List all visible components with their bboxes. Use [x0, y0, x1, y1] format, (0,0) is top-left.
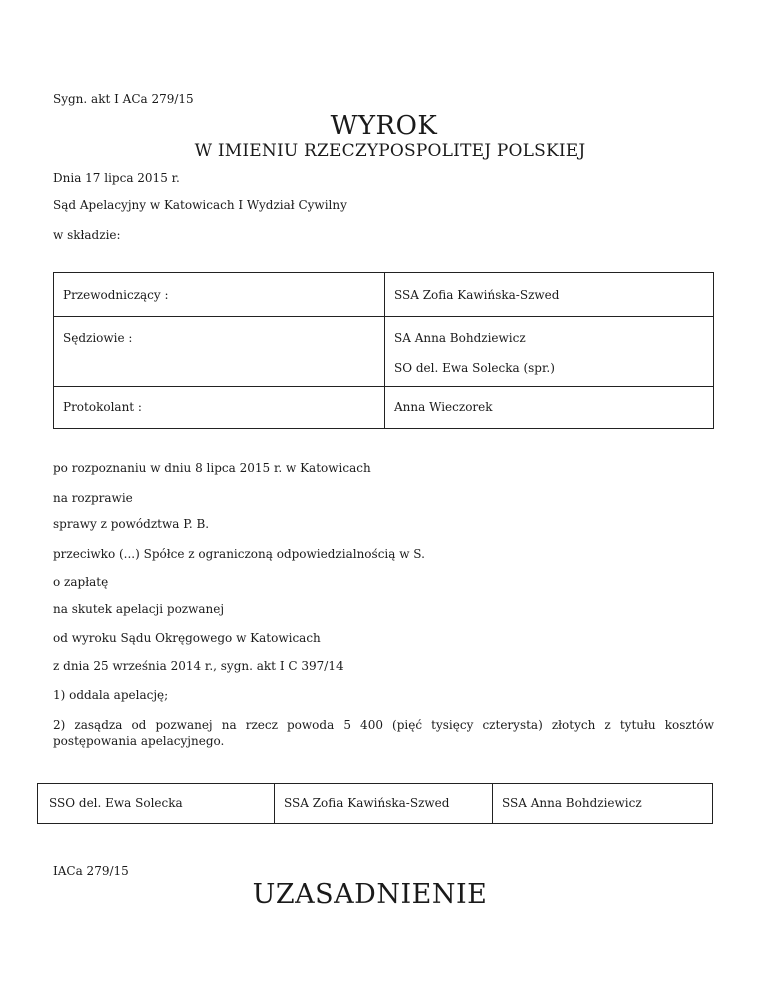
body-line: od wyroku Sądu Okręgowego w Katowicach	[53, 631, 321, 645]
body-line: na rozprawie	[53, 491, 133, 505]
judge-2: SO del. Ewa Solecka (spr.)	[394, 361, 555, 375]
panel-row-judges	[54, 317, 714, 387]
clerk-name: Anna Wieczorek	[385, 387, 714, 429]
signatures-table	[37, 783, 713, 824]
case-reference: Sygn. akt I ACa 279/15	[53, 92, 194, 106]
judges-label: Sędziowie :	[54, 317, 385, 387]
judgment-date: Dnia 17 lipca 2015 r.	[53, 171, 180, 185]
court-name: Sąd Apelacyjny w Katowicach I Wydział Cywilny	[53, 198, 347, 212]
ruling-point-1: 1) oddala apelację;	[53, 688, 169, 702]
body-line: z dnia 25 września 2014 r., sygn. akt I C 397/14	[53, 659, 344, 673]
composition-label: w składzie:	[53, 228, 121, 242]
chair-name: SSA Zofia Kawińska-Szwed	[385, 273, 714, 317]
body-line: na skutek apelacji pozwanej	[53, 602, 225, 616]
footer-reference: IACa 279/15	[53, 864, 129, 878]
body-line: sprawy z powództwa P. B.	[53, 517, 210, 531]
signatures-row	[38, 784, 713, 824]
signature-3: SSA Anna Bohdziewicz	[493, 784, 713, 824]
body-line: przeciwko (...) Spółce z ograniczoną odpowiedzialnością w S.	[53, 547, 425, 561]
document-title: WYROK	[330, 111, 438, 141]
body-line: o zapłatę	[53, 575, 109, 589]
document-subtitle: W IMIENIU RZECZYPOSPOLITEJ POLSKIEJ	[194, 141, 586, 161]
clerk-label: Protokolant :	[54, 387, 385, 429]
body-line: po rozpoznaniu w dniu 8 lipca 2015 r. w Katowicach	[53, 461, 371, 475]
panel-row-chair	[54, 273, 714, 317]
justification-title: UZASADNIENIE	[252, 879, 488, 910]
chair-label: Przewodniczący :	[54, 273, 385, 317]
panel-composition-table	[53, 272, 714, 429]
panel-row-clerk	[54, 387, 714, 429]
judges-names	[385, 317, 714, 387]
ruling-point-2: 2) zasądza od pozwanej na rzecz powoda 5 400 (pięć tysięcy czterysta) złotych z tytułu kosztów postępowania apelacyjnego.	[53, 718, 714, 748]
signature-1: SSO del. Ewa Solecka	[38, 784, 275, 824]
signature-2: SSA Zofia Kawińska-Szwed	[275, 784, 493, 824]
judge-1: SA Anna Bohdziewicz	[394, 331, 526, 345]
